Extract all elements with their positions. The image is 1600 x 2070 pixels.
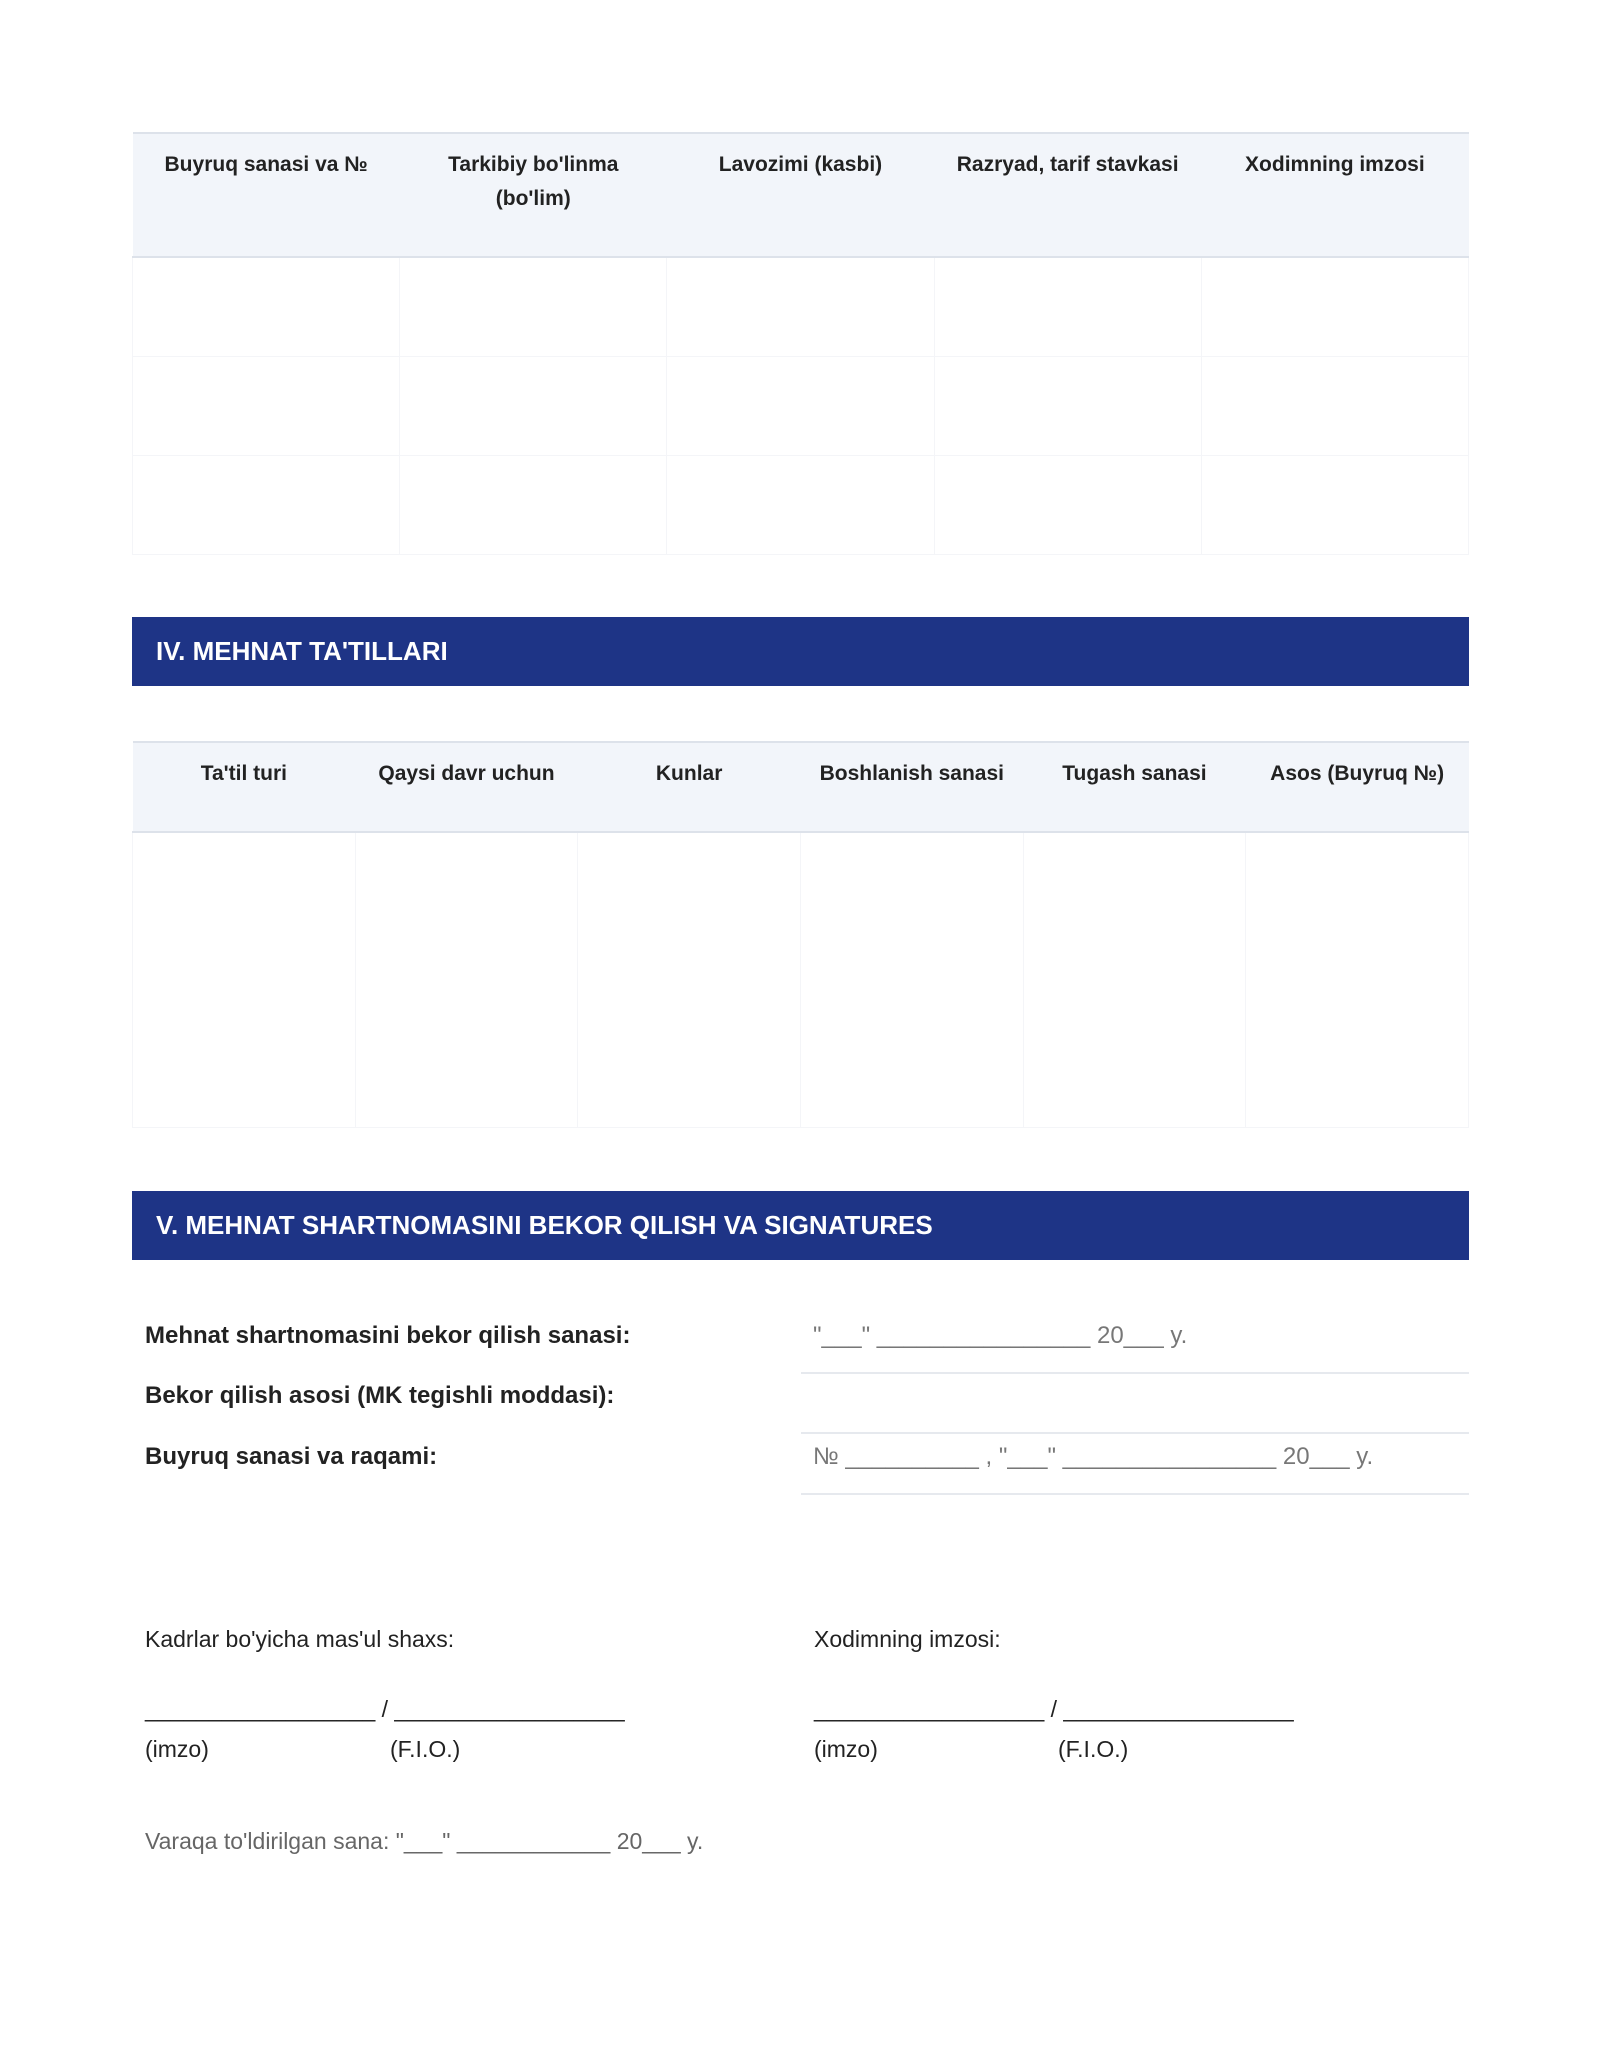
table-cell[interactable] [1201,456,1468,555]
employee-signature-label: Xodimning imzosi: [814,1626,1001,1652]
table-cell[interactable] [578,832,801,1128]
col-header-basis: Asos (Buyruq №) [1246,742,1469,832]
employee-name-caption: (F.I.O.) [1058,1736,1129,1762]
table-row [133,456,1469,555]
col-header-days: Kunlar [578,742,801,832]
vacations-table [132,741,1469,1128]
col-header-signature: Xodimning imzosi [1201,133,1468,257]
col-header-division: Tarkibiy bo'linma (bo'lim) [400,133,667,257]
table-cell[interactable] [667,357,934,456]
table-cell[interactable] [133,357,400,456]
order-value: № __________ , "___" ________________ 20___ y. [813,1443,1374,1470]
staff-movement-table [132,132,1469,555]
table-row [133,832,1469,1128]
table-cell[interactable] [400,456,667,555]
table-cell[interactable] [133,832,356,1128]
table-cell[interactable] [400,257,667,357]
table-cell[interactable] [1246,832,1469,1128]
table-cell[interactable] [667,257,934,357]
hr-name-caption: (F.I.O.) [390,1736,461,1762]
col-header-end-date: Tugash sanasi [1023,742,1246,832]
order-label: Buyruq sanasi va raqami: [145,1443,438,1470]
table-cell[interactable] [934,357,1201,456]
hr-signature-label: Kadrlar bo'yicha mas'ul shaxs: [145,1626,455,1652]
col-header-vacation-type: Ta'til turi [133,742,356,832]
table-cell[interactable] [400,357,667,456]
hr-sign-caption: (imzo) [145,1736,209,1762]
table-cell[interactable] [934,456,1201,555]
table-cell[interactable] [667,456,934,555]
termination-basis-row [132,1372,1469,1433]
table-cell[interactable] [800,832,1023,1128]
employee-signature-line[interactable]: __________________ / __________________ [814,1696,1294,1722]
col-header-period: Qaysi davr uchun [355,742,578,832]
col-header-position: Lavozimi (kasbi) [667,133,934,257]
table-cell[interactable] [1023,832,1246,1128]
termination-date-row [132,1312,1469,1373]
table-cell[interactable] [355,832,578,1128]
table-cell[interactable] [934,257,1201,357]
termination-date-value: "___" ________________ 20___ y. [813,1322,1188,1349]
table-row [133,357,1469,456]
table-cell[interactable] [133,456,400,555]
table-cell[interactable] [133,257,400,357]
col-header-tariff: Razryad, tarif stavkasi [934,133,1201,257]
section-title-termination: V. MEHNAT SHARTNOMASINI BEKOR QILISH VA SIGNATURES [132,1191,1469,1260]
termination-date-field[interactable] [801,1312,1469,1374]
termination-basis-field[interactable] [801,1372,1469,1434]
termination-date-label: Mehnat shartnomasini bekor qilish sanasi: [145,1322,631,1349]
table-cell[interactable] [1201,257,1468,357]
filled-date: Varaqa to'ldirilgan sana: "___" ____________ 20___ y. [145,1828,704,1854]
order-row [132,1433,1469,1494]
col-header-start-date: Boshlanish sanasi [800,742,1023,832]
hr-signature-line[interactable]: __________________ / __________________ [145,1696,625,1722]
employee-sign-caption: (imzo) [814,1736,878,1762]
termination-basis-label: Bekor qilish asosi (MK tegishli moddasi): [145,1382,615,1409]
col-header-order-date: Buyruq sanasi va № [133,133,400,257]
section-title-vacations: IV. MEHNAT TA'TILLARI [132,617,1469,686]
table-cell[interactable] [1201,357,1468,456]
order-field[interactable] [801,1433,1469,1495]
table-row [133,257,1469,357]
